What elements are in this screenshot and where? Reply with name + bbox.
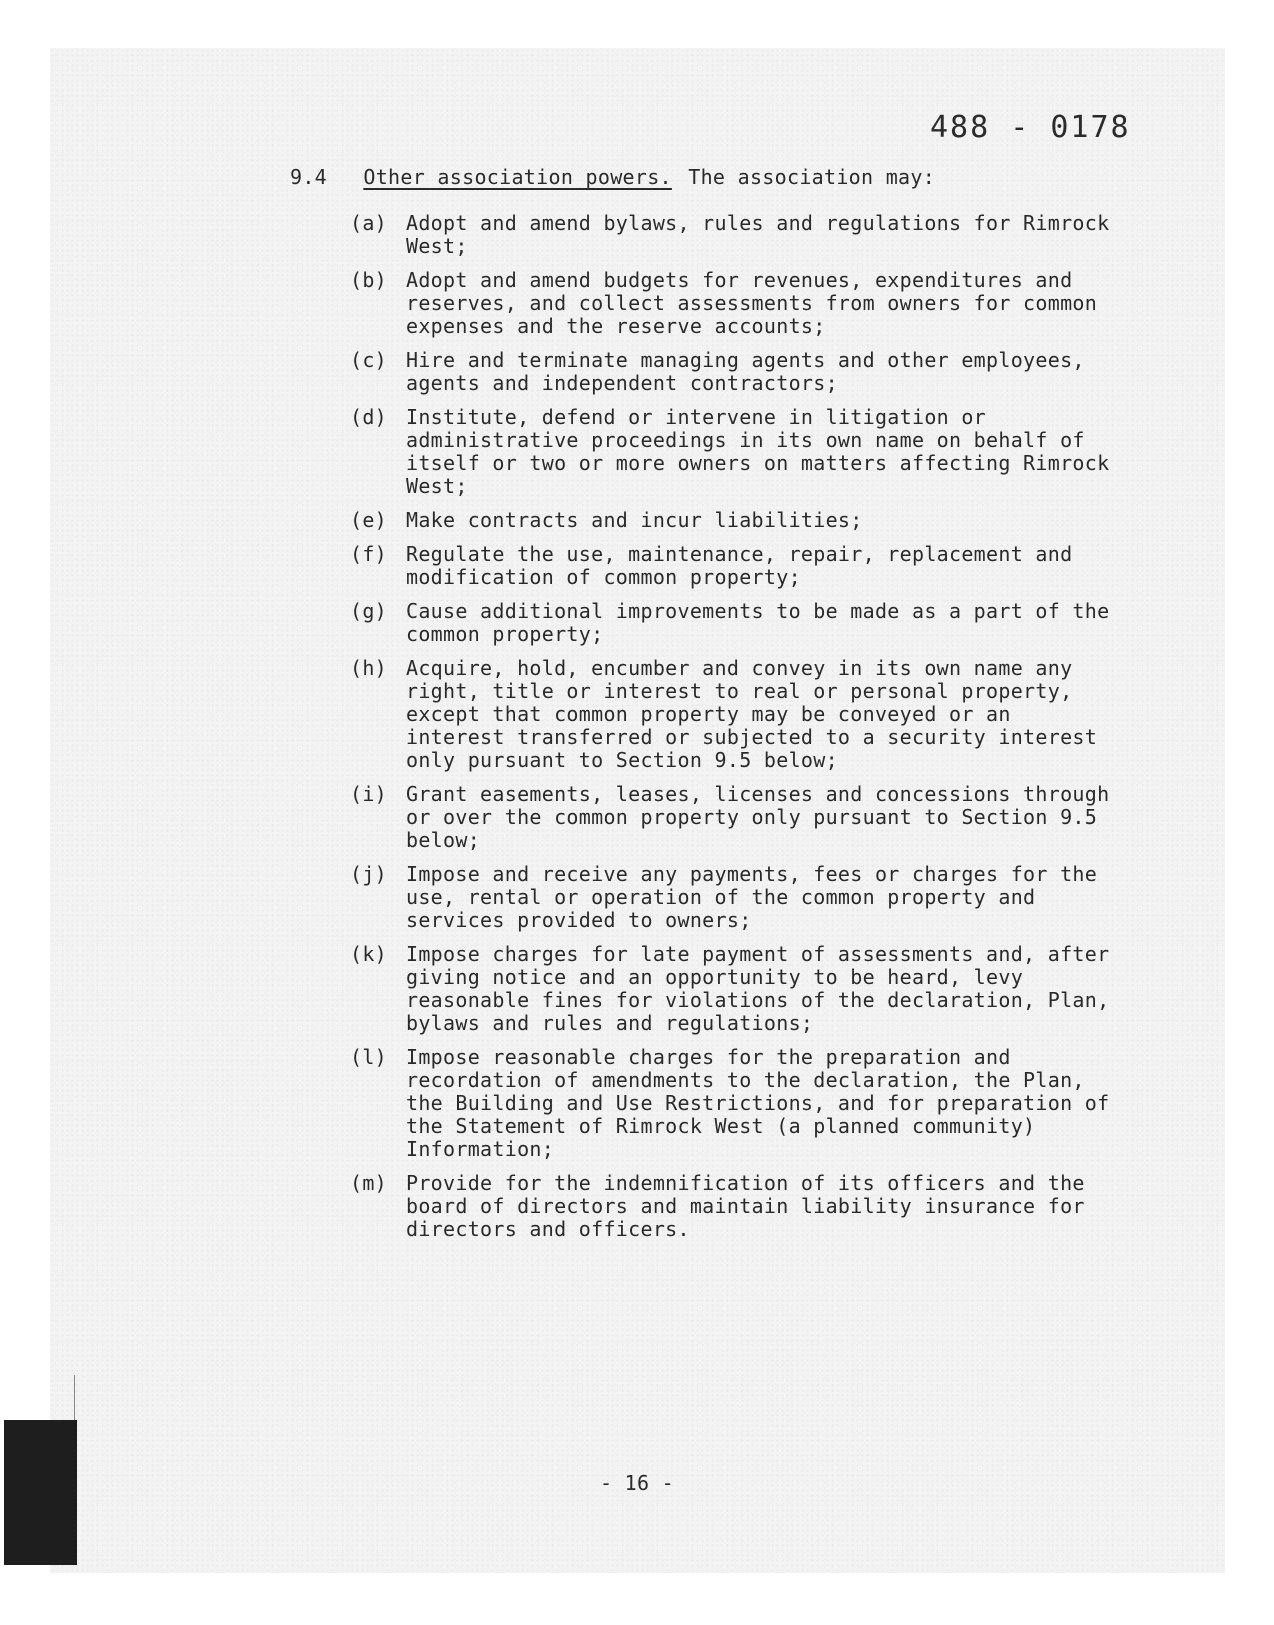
- item-text: Make contracts and incur liabilities;: [406, 508, 863, 532]
- list-item: [350, 212, 1110, 258]
- list-item: [350, 600, 1110, 646]
- item-text: Impose reasonable charges for the preparation and recordation of amendments to the declaration, the Plan, the Building and Use Restrictions, and for preparation of the Statement of Rimrock West (a planned community) Information;: [406, 1045, 1110, 1161]
- item-text: Institute, defend or intervene in litigation or administrative proceedings in its own name on behalf of itself or two or more owners on matters affecting Rimrock West;: [406, 405, 1110, 498]
- list-item: [350, 349, 1110, 395]
- list-item: [350, 509, 1110, 532]
- list-item: [350, 543, 1110, 589]
- list-item: [350, 783, 1110, 852]
- scan-edge-mark: [74, 1375, 75, 1420]
- item-label: (k): [350, 942, 388, 966]
- item-text: Hire and terminate managing agents and other employees, agents and independent contractors;: [406, 348, 1085, 395]
- item-label: (e): [350, 508, 388, 532]
- item-text: Provide for the indemnification of its officers and the board of directors and maintain liability insurance for directors and officers.: [406, 1171, 1085, 1241]
- list-item: [350, 1172, 1110, 1241]
- powers-list: [350, 212, 1110, 1252]
- list-item: [350, 657, 1110, 772]
- section-title: Other association powers.: [363, 165, 672, 189]
- item-label: (c): [350, 348, 388, 372]
- item-label: (m): [350, 1171, 388, 1195]
- item-label: (f): [350, 542, 388, 566]
- item-text: Adopt and amend budgets for revenues, expenditures and reserves, and collect assessments from owners for common expenses and the reserve accounts;: [406, 268, 1098, 338]
- item-label: (h): [350, 656, 388, 680]
- item-label: (j): [350, 862, 388, 886]
- section-heading: [290, 166, 935, 189]
- list-item: [350, 406, 1110, 498]
- item-label: (g): [350, 599, 388, 623]
- item-label: (l): [350, 1045, 388, 1069]
- section-number: 9.4: [290, 165, 328, 189]
- item-text: Adopt and amend bylaws, rules and regulations for Rimrock West;: [406, 211, 1110, 258]
- page-number: - 16 -: [599, 1471, 675, 1495]
- item-text: Grant easements, leases, licenses and concessions through or over the common property only pursuant to Section 9.5 below;: [406, 782, 1110, 852]
- item-text: Cause additional improvements to be made as a part of the common property;: [406, 599, 1110, 646]
- item-text: Impose charges for late payment of assessments and, after giving notice and an opportunity to be heard, levy reasonable fines for violations of the declaration, Plan, bylaws and rules and regulations;: [406, 942, 1110, 1035]
- item-text: Acquire, hold, encumber and convey in its own name any right, title or interest to real or personal property, except that common property may be conveyed or an interest transferred or subjected to a security interest only pursuant to Section 9.5 below;: [406, 656, 1098, 772]
- item-label: (d): [350, 405, 388, 429]
- document-number: 488 - 0178: [930, 110, 1131, 145]
- list-item: [350, 269, 1110, 338]
- item-label: (a): [350, 211, 388, 235]
- scan-edge-block: [4, 1420, 77, 1565]
- section-intro: The association may:: [688, 165, 936, 189]
- item-label: (i): [350, 782, 388, 806]
- list-item: [350, 943, 1110, 1035]
- list-item: [350, 863, 1110, 932]
- item-text: Impose and receive any payments, fees or charges for the use, rental or operation of the common property and services provided to owners;: [406, 862, 1098, 932]
- list-item: [350, 1046, 1110, 1161]
- item-text: Regulate the use, maintenance, repair, replacement and modification of common property;: [406, 542, 1073, 589]
- item-label: (b): [350, 268, 388, 292]
